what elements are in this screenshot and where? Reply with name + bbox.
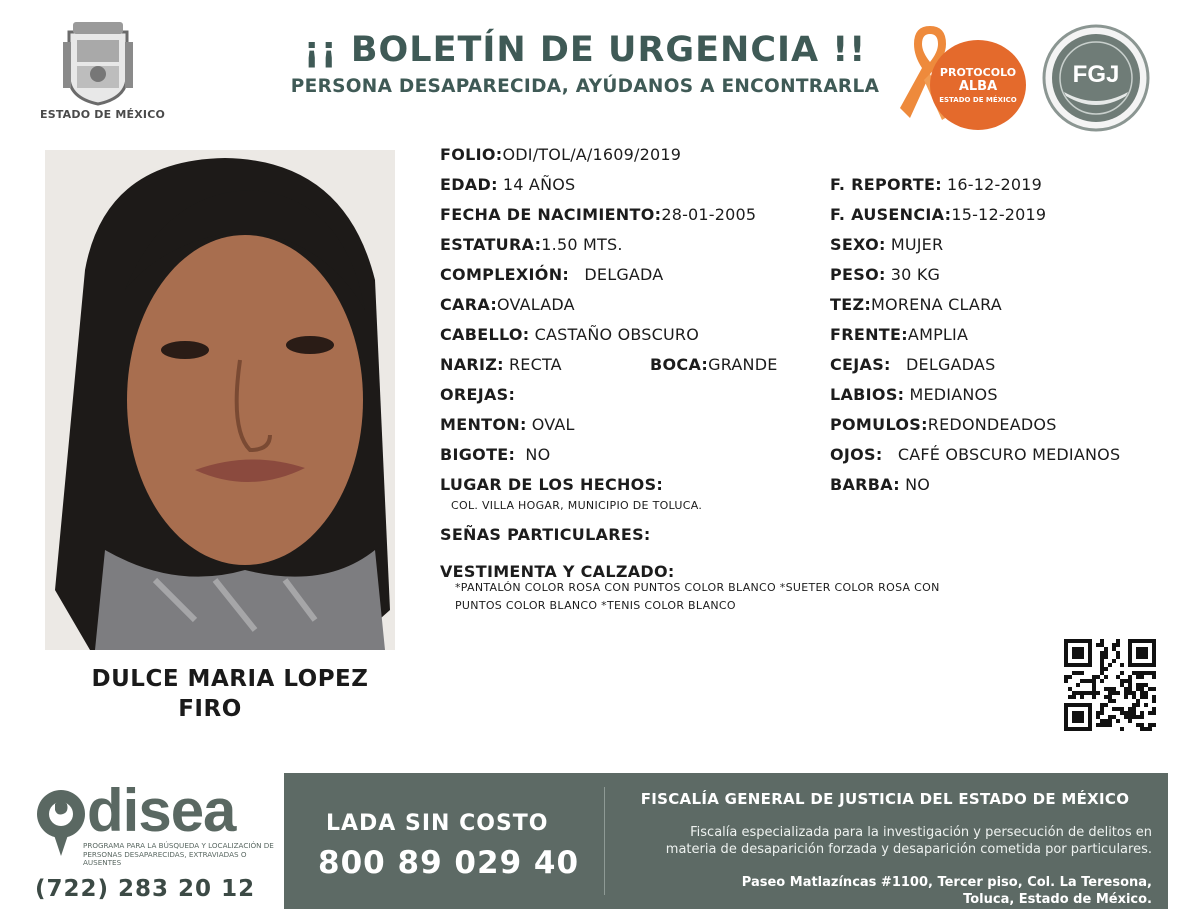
- field-label: TEZ:: [830, 295, 872, 314]
- address-line2: Toluca, Estado de México.: [963, 892, 1152, 907]
- person-name-line2: FIRO: [178, 696, 242, 722]
- odisea-description: PROGRAMA PARA LA BÚSQUEDA Y LOCALIZACIÓN DE PERSONAS DESAPARECIDAS, EXTRAVIADAS O AUSENTES: [83, 841, 274, 867]
- field-value: MORENA CLARA: [871, 295, 1002, 314]
- field-value: CAFÉ OBSCURO MEDIANOS: [897, 445, 1121, 464]
- field-label: OREJAS:: [440, 385, 516, 404]
- field-senas: [440, 525, 651, 545]
- field-value: AMPLIA: [907, 325, 969, 344]
- field-barba: [830, 475, 930, 495]
- field-tez: [830, 295, 1002, 315]
- portrait-illustration: [45, 150, 395, 650]
- field-cabello: [440, 325, 699, 345]
- field-label: VESTIMENTA Y CALZADO:: [440, 562, 675, 581]
- field-label: CABELLO:: [440, 325, 530, 344]
- odisea-word: disea: [87, 777, 236, 844]
- field-value: 30 KG: [890, 265, 941, 284]
- fgj-seal-icon: [1042, 24, 1150, 132]
- fgjem-description-line1: Fiscalía especializada para la investigación y persecución de delitos en: [690, 825, 1152, 840]
- field-label: F. REPORTE:: [830, 175, 942, 194]
- edomex-shield-icon: [59, 18, 137, 106]
- person-name-line1: DULCE MARIA LOPEZ: [91, 666, 369, 692]
- alba-line1: PROTOCOLO: [939, 66, 1017, 79]
- field-boca: [650, 355, 778, 375]
- field-sexo: [830, 235, 943, 255]
- field-label: BOCA:: [650, 355, 709, 374]
- field-label: EDAD:: [440, 175, 498, 194]
- field-value: 15-12-2019: [951, 205, 1047, 224]
- field-label: F. AUSENCIA:: [830, 205, 952, 224]
- qr-code[interactable]: [1064, 639, 1156, 731]
- field-lugar-value: COL. VILLA HOGAR, MUNICIPIO DE TOLUCA.: [451, 499, 703, 512]
- field-pomulos: [830, 415, 1057, 435]
- fgjem-title: FISCALÍA GENERAL DE JUSTICIA DEL ESTADO DE MÉXICO: [640, 790, 1130, 808]
- field-ojos: [830, 445, 1120, 465]
- field-fecha-nacimiento: [440, 205, 756, 225]
- field-menton: [440, 415, 575, 435]
- field-f-ausencia: [830, 205, 1046, 225]
- protocolo-alba-logo: [900, 22, 1030, 130]
- field-label: FECHA DE NACIMIENTO:: [440, 205, 662, 224]
- field-label: BARBA:: [830, 475, 900, 494]
- field-value: DELGADA: [584, 265, 664, 284]
- field-frente: [830, 325, 968, 345]
- field-label: POMULOS:: [830, 415, 928, 434]
- field-label: LUGAR DE LOS HECHOS:: [440, 475, 664, 494]
- missing-person-photo: [45, 150, 395, 650]
- qr-code-icon: [1064, 639, 1156, 731]
- field-value: MUJER: [890, 235, 944, 254]
- field-value: NO: [905, 475, 931, 494]
- fgjem-address: [604, 874, 1152, 908]
- field-label: CARA:: [440, 295, 498, 314]
- field-value: CASTAÑO OBSCURO: [534, 325, 700, 344]
- field-label: FRENTE:: [830, 325, 908, 344]
- fgj-logo: [1042, 24, 1150, 132]
- field-complexion: [440, 265, 663, 285]
- field-value: 16-12-2019: [947, 175, 1043, 194]
- footer-contact-band: [284, 773, 1168, 909]
- field-label: SEXO:: [830, 235, 886, 254]
- field-folio: [440, 145, 681, 165]
- field-label: OJOS:: [830, 445, 883, 464]
- field-value: DELGADAS: [906, 355, 996, 374]
- field-value: REDONDEADOS: [927, 415, 1057, 434]
- field-value: OVALADA: [497, 295, 575, 314]
- toll-free-number[interactable]: 800 89 029 40: [318, 845, 580, 881]
- field-label: CEJAS:: [830, 355, 891, 374]
- alba-line3: ESTADO DE MÉXICO: [939, 96, 1017, 104]
- field-estatura: [440, 235, 623, 255]
- state-caption: ESTADO DE MÉXICO: [40, 108, 166, 121]
- field-label: ESTATURA:: [440, 235, 542, 254]
- field-label: FOLIO:: [440, 145, 503, 164]
- field-label: COMPLEXIÓN:: [440, 265, 570, 284]
- field-value: MEDIANOS: [909, 385, 998, 404]
- field-value: 28-01-2005: [661, 205, 757, 224]
- field-cara: [440, 295, 575, 315]
- address-line1: Paseo Matlazíncas #1100, Tercer piso, Col. La Teresona,: [741, 875, 1152, 890]
- field-cejas: [830, 355, 995, 375]
- odisea-logo: [35, 777, 280, 881]
- field-edad: [440, 175, 575, 195]
- field-value: ODI/TOL/A/1609/2019: [502, 145, 682, 164]
- field-label: LABIOS:: [830, 385, 905, 404]
- odisea-pin-icon: [35, 788, 87, 858]
- field-value: OVAL: [531, 415, 575, 434]
- bulletin-subtitle: PERSONA DESAPARECIDA, AYÚDANOS A ENCONTRARLA: [290, 76, 880, 97]
- field-f-reporte: [830, 175, 1042, 195]
- field-value: RECTA: [508, 355, 562, 374]
- bulletin-title: ¡¡ BOLETÍN DE URGENCIA !!: [303, 30, 867, 70]
- fgjem-description-line2: materia de desaparición forzada y desaparición cometida por particulares.: [665, 842, 1152, 857]
- alba-line2: ALBA: [958, 79, 998, 94]
- field-nariz: [440, 355, 562, 375]
- field-lugar-hechos: [440, 475, 663, 495]
- field-label: NARIZ:: [440, 355, 504, 374]
- field-value: 14 AÑOS: [502, 175, 576, 194]
- field-label: BIGOTE:: [440, 445, 516, 464]
- fgj-seal-label: FGJ: [1072, 61, 1120, 88]
- odisea-phone[interactable]: (722) 283 20 12: [35, 876, 256, 902]
- field-label: PESO:: [830, 265, 886, 284]
- field-value: GRANDE: [708, 355, 778, 374]
- field-peso: [830, 265, 940, 285]
- estado-de-mexico-logo: [40, 18, 166, 128]
- field-value: NO: [525, 445, 551, 464]
- field-label: SEÑAS PARTICULARES:: [440, 525, 651, 544]
- vestimenta-line2: PUNTOS COLOR BLANCO *TENIS COLOR BLANCO: [455, 599, 736, 612]
- vestimenta-line1: *PANTALÓN COLOR ROSA CON PUNTOS COLOR BLANCO *SUETER COLOR ROSA CON: [455, 581, 940, 594]
- field-label: MENTON:: [440, 415, 527, 434]
- fgjem-description: [604, 824, 1152, 858]
- field-orejas: [440, 385, 515, 405]
- field-bigote: [440, 445, 550, 465]
- toll-free-label: LADA SIN COSTO: [326, 811, 549, 836]
- field-labios: [830, 385, 998, 405]
- field-value: 1.50 MTS.: [541, 235, 623, 254]
- alba-badge: [930, 40, 1026, 130]
